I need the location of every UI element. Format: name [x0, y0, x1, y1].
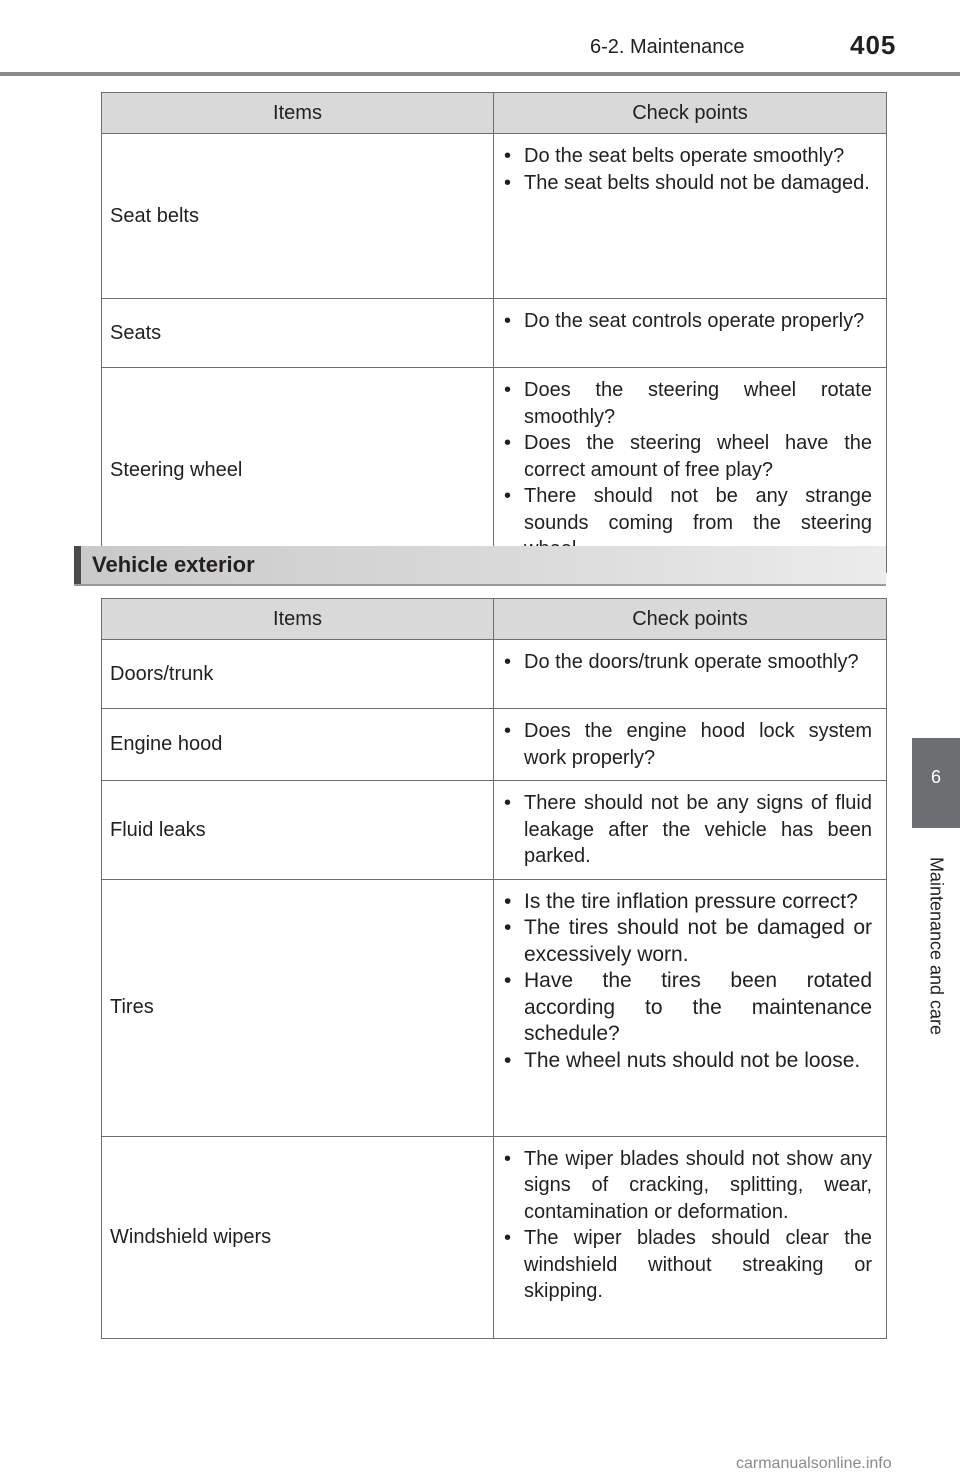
check-point: • The wiper blades should clear the windshield without streaking or skipping.	[504, 1225, 872, 1305]
items-column-header: Items	[102, 599, 494, 640]
table-row	[102, 1136, 887, 1338]
check-point: • Do the seat controls operate properly?	[504, 308, 872, 335]
check-points-cell	[494, 781, 887, 880]
section-heading-bar	[74, 546, 81, 584]
section-title: Vehicle exterior	[92, 552, 255, 577]
check-point: • The seat belts should not be damaged.	[504, 170, 872, 197]
check-point: • Have the tires been rotated according to the maintenance schedule?	[504, 968, 872, 1048]
check-points-cell	[494, 709, 887, 781]
interior-check-table	[101, 92, 887, 573]
item-cell: Windshield wipers	[102, 1136, 494, 1338]
item-cell: Fluid leaks	[102, 781, 494, 880]
check-points-cell	[494, 368, 887, 573]
check-points-column-header: Check points	[494, 93, 887, 134]
table-header-row	[102, 93, 887, 134]
table-row	[102, 709, 887, 781]
check-point: • Is the tire inflation pressure correct?	[504, 889, 872, 916]
item-cell: Engine hood	[102, 709, 494, 781]
chapter-title: Maintenance and care	[926, 856, 947, 1036]
page-number: 405	[850, 30, 897, 60]
check-point: • The wheel nuts should not be loose.	[504, 1048, 872, 1075]
check-point: • There should not be any signs of fluid leakage after the vehicle has been parked.	[504, 790, 872, 870]
item-cell: Steering wheel	[102, 368, 494, 573]
table-row	[102, 368, 887, 573]
table-header-row	[102, 599, 887, 640]
items-column-header: Items	[102, 93, 494, 134]
chapter-tab	[912, 738, 960, 828]
check-points-column-header: Check points	[494, 599, 887, 640]
item-cell: Seat belts	[102, 134, 494, 299]
chapter-number: 6	[930, 767, 941, 787]
check-point: • There should not be any strange sounds coming from the steering	[504, 483, 872, 563]
check-point: • The wiper blades should not show any signs of cracking, splitting, wear, contamination or deformation.	[504, 1146, 872, 1226]
exterior-check-table	[101, 598, 887, 1339]
table-row	[102, 879, 887, 1136]
watermark: carmanualsonline.info	[736, 1455, 892, 1472]
check-points-cell	[494, 134, 887, 299]
check-points-cell	[494, 879, 887, 1136]
check-point: • Do the seat belts operate smoothly?	[504, 143, 872, 170]
check-points-cell	[494, 299, 887, 368]
item-cell: Tires	[102, 879, 494, 1136]
table-row	[102, 134, 887, 299]
header-section-title: 6-2. Maintenance	[590, 36, 745, 58]
item-cell: Seats	[102, 299, 494, 368]
table-row	[102, 640, 887, 709]
check-points-cell	[494, 640, 887, 709]
check-points-cell	[494, 1136, 887, 1338]
table-row	[102, 781, 887, 880]
check-point: • Does the engine hood lock system work properly?	[504, 718, 872, 771]
check-point: • Does the steering wheel rotate smoothly?	[504, 377, 872, 430]
table-row	[102, 299, 887, 368]
check-point: • Do the doors/trunk operate smoothly?	[504, 649, 872, 676]
check-point: • The tires should not be damaged or excessively worn.	[504, 915, 872, 968]
header-rule	[0, 72, 960, 76]
section-heading	[74, 546, 886, 586]
item-cell: Doors/trunk	[102, 640, 494, 709]
check-point: • Does the steering wheel have the correct amount of free play?	[504, 430, 872, 483]
